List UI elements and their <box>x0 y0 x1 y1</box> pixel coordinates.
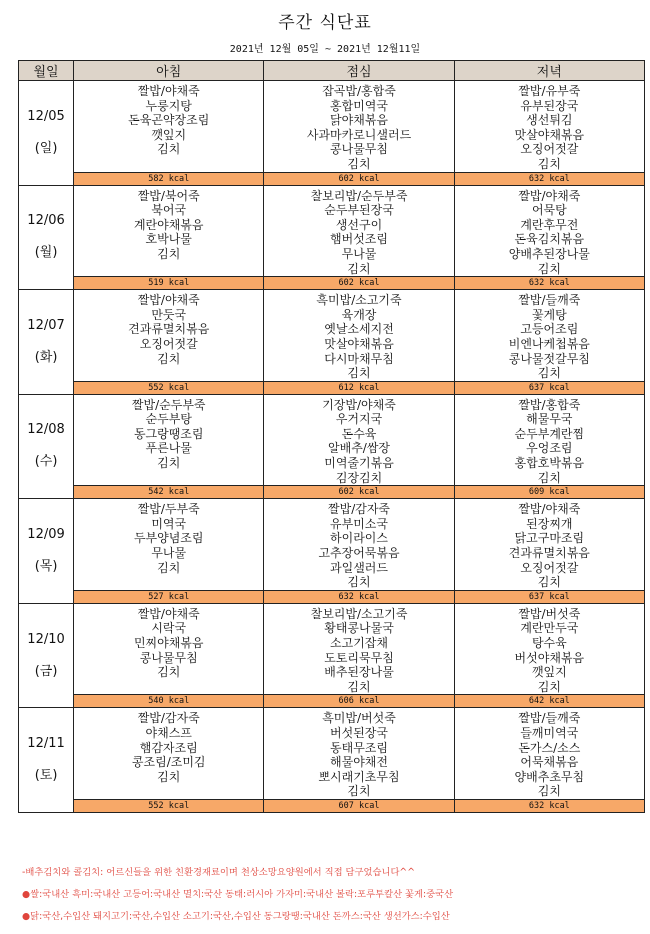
kcal-value: 519 kcal <box>74 277 264 290</box>
menu-item: 꽃게탕 <box>531 307 567 322</box>
menu-item: 돈육김치볶음 <box>514 232 585 247</box>
note-line: -배추김치와 콜김치: 어르신들을 위한 친환경재료이며 천상소망요양원에서 직접 담구었습니다^^ <box>22 867 416 878</box>
menu-item: 짤밥/유부죽 <box>518 84 581 98</box>
kcal-value: 527 kcal <box>74 590 264 603</box>
menu-item: 김치 <box>157 560 181 575</box>
day-date: 12/11 <box>27 736 65 752</box>
menu-item: 순두부계란찜 <box>514 426 585 441</box>
kcal-row <box>19 381 645 394</box>
breakfast-cell <box>74 708 264 800</box>
menu-item: 짤밥/야채죽 <box>518 188 581 203</box>
menu-item: 소고기잡채 <box>330 636 388 650</box>
menu-item: 김치 <box>157 246 181 261</box>
day-row <box>19 81 645 173</box>
menu-item: 맛살야채볶음 <box>514 127 585 142</box>
menu-item: 계란만두국 <box>520 621 579 636</box>
menu-item: 양배추초무침 <box>514 769 585 784</box>
day-row <box>19 185 645 277</box>
lunch-cell <box>264 499 454 591</box>
breakfast-cell <box>74 499 264 591</box>
breakfast-cell <box>74 290 264 382</box>
menu-item: 배추된장나물 <box>324 665 394 680</box>
menu-item: 고추장어묵볶음 <box>318 546 400 561</box>
menu-item: 잡곡밥/홍합죽 <box>322 84 396 98</box>
menu-item: 미역국 <box>151 516 187 531</box>
kcal-row <box>19 590 645 603</box>
menu-item: 김치 <box>537 575 561 590</box>
menu-item: 짤밥/들깨죽 <box>518 711 581 726</box>
menu-item: 닭야채볶음 <box>330 113 388 128</box>
day-weekday: (목) <box>34 559 58 575</box>
note-line: ●쌀:국내산 흑미:국내산 고등어:국내산 멸치:국산 동태:러시아 가자미:국내산 볼락:포루투칼산 꽃게:중국산 <box>22 889 454 900</box>
menu-item: 홍합미역국 <box>330 98 388 113</box>
menu-item: 짤밥/야채죽 <box>137 606 200 621</box>
menu-item: 어묵탕 <box>531 203 567 218</box>
menu-item: 짤밥/야채죽 <box>518 502 581 517</box>
header-breakfast: 아침 <box>74 61 264 81</box>
menu-item: 계란후무전 <box>520 217 579 232</box>
day-date: 12/09 <box>27 527 65 543</box>
kcal-value: 602 kcal <box>264 172 454 185</box>
page-title: 주간 식단표 <box>278 13 372 33</box>
kcal-value: 632 kcal <box>454 799 644 812</box>
menu-item: 버섯된장국 <box>330 725 388 740</box>
menu-item: 닭고구마조림 <box>514 531 585 546</box>
menu-item: 북어국 <box>151 203 187 218</box>
menu-item: 오징어젓갈 <box>520 560 579 575</box>
day-weekday: (금) <box>34 663 58 679</box>
menu-item: 순두부탕 <box>145 412 192 427</box>
menu-item: 짤밥/두부죽 <box>137 502 200 517</box>
menu-item: 동그랑땡조림 <box>133 426 204 441</box>
menu-item: 콩나물무침 <box>330 142 388 157</box>
menu-item: 동태무조림 <box>330 740 388 755</box>
kcal-row <box>19 486 645 499</box>
header-date: 월일 <box>19 61 74 81</box>
menu-item: 견과류멸치볶음 <box>508 546 590 561</box>
menu-item: 김치 <box>347 366 371 381</box>
dinner-cell <box>454 290 644 382</box>
kcal-value: 542 kcal <box>74 486 264 499</box>
breakfast-cell <box>74 603 264 695</box>
menu-item: 양배추된장나물 <box>508 246 590 261</box>
menu-item: 홍합호박볶음 <box>514 456 585 471</box>
menu-item: 김치 <box>537 156 561 171</box>
header-dinner: 저녁 <box>454 61 644 81</box>
kcal-value: 632 kcal <box>264 590 454 603</box>
kcal-row <box>19 172 645 185</box>
lunch-cell <box>264 185 454 277</box>
menu-item: 흑미밥/소고기죽 <box>316 293 402 308</box>
day-date: 12/08 <box>27 422 65 438</box>
kcal-value: 552 kcal <box>74 381 264 394</box>
menu-item: 육개장 <box>341 307 377 322</box>
menu-item: 우거지국 <box>335 412 383 427</box>
menu-item: 짤밥/북어죽 <box>137 188 200 203</box>
dinner-cell <box>454 499 644 591</box>
day-weekday: (일) <box>34 140 58 156</box>
day-date: 12/06 <box>27 213 65 229</box>
menu-item: 다시마채무침 <box>324 351 394 366</box>
menu-item: 김치 <box>537 261 561 276</box>
menu-item: 오징어젓갈 <box>139 336 198 351</box>
menu-item: 콩나물젓갈무침 <box>508 351 590 366</box>
note-line: ●닭:국산,수입산 돼지고기:국산,수입산 소고기:국산,수입산 동그랑땡:국내산 돈까스:국산 생선가스:수입산 <box>22 911 450 922</box>
lunch-cell <box>264 81 454 173</box>
menu-item: 짤밥/야채죽 <box>137 293 200 308</box>
kcal-value: 637 kcal <box>454 381 644 394</box>
dinner-cell <box>454 394 644 486</box>
kcal-value: 632 kcal <box>454 277 644 290</box>
menu-item: 생선구이 <box>335 217 383 232</box>
menu-item: 김장김치 <box>335 470 383 485</box>
menu-item: 김치 <box>157 456 181 471</box>
menu-item: 찰보리밥/순두부죽 <box>310 188 408 203</box>
day-weekday: (월) <box>34 245 58 261</box>
kcal-value: 637 kcal <box>454 590 644 603</box>
kcal-value: 602 kcal <box>264 277 454 290</box>
day-date-cell <box>19 81 74 186</box>
kcal-value: 582 kcal <box>74 172 264 185</box>
header-row <box>19 61 645 81</box>
day-weekday: (화) <box>34 349 58 365</box>
menu-item: 어묵채볶음 <box>520 755 579 770</box>
menu-item: 알배추/쌈장 <box>328 441 391 456</box>
kcal-value: 606 kcal <box>264 695 454 708</box>
dinner-cell <box>454 81 644 173</box>
menu-item: 짤밥/감자죽 <box>137 711 200 726</box>
menu-item: 김치 <box>537 366 561 381</box>
menu-item: 견과류멸치볶음 <box>128 322 210 337</box>
day-date-cell <box>19 603 74 708</box>
day-row <box>19 708 645 800</box>
menu-item: 들깨미역국 <box>520 725 579 740</box>
menu-item: 유부미소국 <box>330 516 388 531</box>
meal-table <box>18 60 645 813</box>
kcal-value: 632 kcal <box>454 172 644 185</box>
menu-item: 미역줄기볶음 <box>324 456 394 471</box>
menu-item: 햄감자조림 <box>139 740 198 755</box>
menu-item: 민찌야채볶음 <box>133 636 204 650</box>
day-date: 12/07 <box>27 317 65 333</box>
day-row <box>19 290 645 382</box>
menu-item: 생선튀김 <box>526 113 573 128</box>
menu-item: 짤밥/들깨죽 <box>518 293 581 308</box>
menu-item: 비엔나케첩볶음 <box>508 336 590 351</box>
menu-item: 해물야채전 <box>330 755 388 770</box>
menu-item: 김치 <box>347 575 371 590</box>
dinner-cell <box>454 708 644 800</box>
menu-item: 김치 <box>537 679 561 694</box>
menu-item: 돈육곤약장조림 <box>128 113 210 128</box>
menu-item: 두부양념조림 <box>133 531 204 546</box>
menu-item: 돈수육 <box>341 426 377 441</box>
menu-item: 하이라이스 <box>330 531 388 546</box>
header-lunch: 점심 <box>264 61 454 81</box>
day-row <box>19 603 645 695</box>
notes <box>22 866 642 932</box>
menu-item: 짤밥/홍합죽 <box>518 397 581 412</box>
menu-item: 해물무국 <box>526 412 573 427</box>
kcal-row <box>19 277 645 290</box>
kcal-row <box>19 799 645 812</box>
menu-item: 고등어조림 <box>520 322 579 337</box>
menu-item: 된장찌개 <box>526 516 573 531</box>
menu-item: 짤밥/버섯죽 <box>518 606 581 621</box>
kcal-value: 602 kcal <box>264 486 454 499</box>
day-date-cell <box>19 708 74 813</box>
kcal-value: 609 kcal <box>454 486 644 499</box>
lunch-cell <box>264 394 454 486</box>
dinner-cell <box>454 603 644 695</box>
lunch-cell <box>264 290 454 382</box>
menu-item: 시락국 <box>151 621 187 636</box>
date-range: 2021년 12월 05일 ~ 2021년 12월11일 <box>229 44 421 55</box>
day-date: 12/05 <box>27 108 65 124</box>
menu-item: 콩조림/조미김 <box>131 755 206 770</box>
menu-item: 김치 <box>157 351 181 366</box>
menu-item: 기장밥/야채죽 <box>322 397 396 412</box>
breakfast-cell <box>74 81 264 173</box>
kcal-value: 607 kcal <box>264 799 454 812</box>
kcal-value: 540 kcal <box>74 695 264 708</box>
menu-item: 김치 <box>347 156 371 171</box>
menu-item: 깻잎지 <box>151 127 187 142</box>
day-date-cell <box>19 394 74 499</box>
menu-item: 오징어젓갈 <box>520 142 579 157</box>
kcal-value: 552 kcal <box>74 799 264 812</box>
menu-item: 만둣국 <box>151 307 187 322</box>
menu-item: 김치 <box>537 470 561 485</box>
menu-item: 과일샐러드 <box>330 560 388 575</box>
menu-item: 계란야채볶음 <box>133 217 204 232</box>
menu-item: 짤밥/순두부죽 <box>131 397 206 412</box>
menu-item: 푸른나물 <box>145 441 192 456</box>
menu-item: 탕수육 <box>531 636 567 650</box>
menu-item: 야채스프 <box>145 725 192 740</box>
day-row <box>19 394 645 486</box>
menu-item: 김치 <box>157 769 181 784</box>
menu-item: 호박나물 <box>145 232 192 247</box>
menu-item: 찰보리밥/소고기죽 <box>310 606 408 621</box>
lunch-cell <box>264 603 454 695</box>
menu-item: 유부된장국 <box>520 98 579 113</box>
menu-item: 김치 <box>347 784 371 799</box>
menu-item: 무나물 <box>151 546 187 561</box>
menu-item: 옛날소세지전 <box>324 322 394 337</box>
breakfast-cell <box>74 394 264 486</box>
menu-item: 콩나물무침 <box>139 650 198 665</box>
menu-item: 버섯야채볶음 <box>514 650 585 665</box>
kcal-row <box>19 695 645 708</box>
menu-item: 우엉조림 <box>526 441 573 456</box>
day-date: 12/10 <box>27 631 65 647</box>
kcal-value: 612 kcal <box>264 381 454 394</box>
day-weekday: (수) <box>34 454 58 470</box>
menu-item: 김치 <box>347 679 371 694</box>
menu-item: 황태콩나물국 <box>324 621 394 636</box>
day-weekday: (토) <box>34 768 58 784</box>
menu-item: 순두부된장국 <box>324 203 394 218</box>
breakfast-cell <box>74 185 264 277</box>
menu-item: 짤밥/감자죽 <box>328 502 391 517</box>
menu-item: 햄버섯조림 <box>330 232 388 247</box>
day-date-cell <box>19 499 74 604</box>
menu-item: 김치 <box>157 142 181 157</box>
menu-item: 사과마카로니샐러드 <box>306 127 412 142</box>
menu-item: 누룽지탕 <box>145 98 192 113</box>
day-row <box>19 499 645 591</box>
menu-item: 흑미밥/버섯죽 <box>322 711 396 726</box>
day-date-cell <box>19 185 74 290</box>
menu-item: 무나물 <box>341 246 377 261</box>
menu-item: 김치 <box>537 784 561 799</box>
menu-item: 김치 <box>157 665 181 680</box>
dinner-cell <box>454 185 644 277</box>
menu-item: 도토리묵무침 <box>324 650 394 665</box>
menu-item: 깻잎지 <box>531 665 567 680</box>
menu-item: 돈가스/소스 <box>518 740 581 755</box>
menu-item: 뽀시래기초무침 <box>318 769 400 784</box>
menu-item: 김치 <box>347 261 371 276</box>
menu-item: 맛살야채볶음 <box>324 336 394 351</box>
lunch-cell <box>264 708 454 800</box>
kcal-value: 642 kcal <box>454 695 644 708</box>
day-date-cell <box>19 290 74 395</box>
menu-item: 짤밥/야채죽 <box>137 84 200 98</box>
